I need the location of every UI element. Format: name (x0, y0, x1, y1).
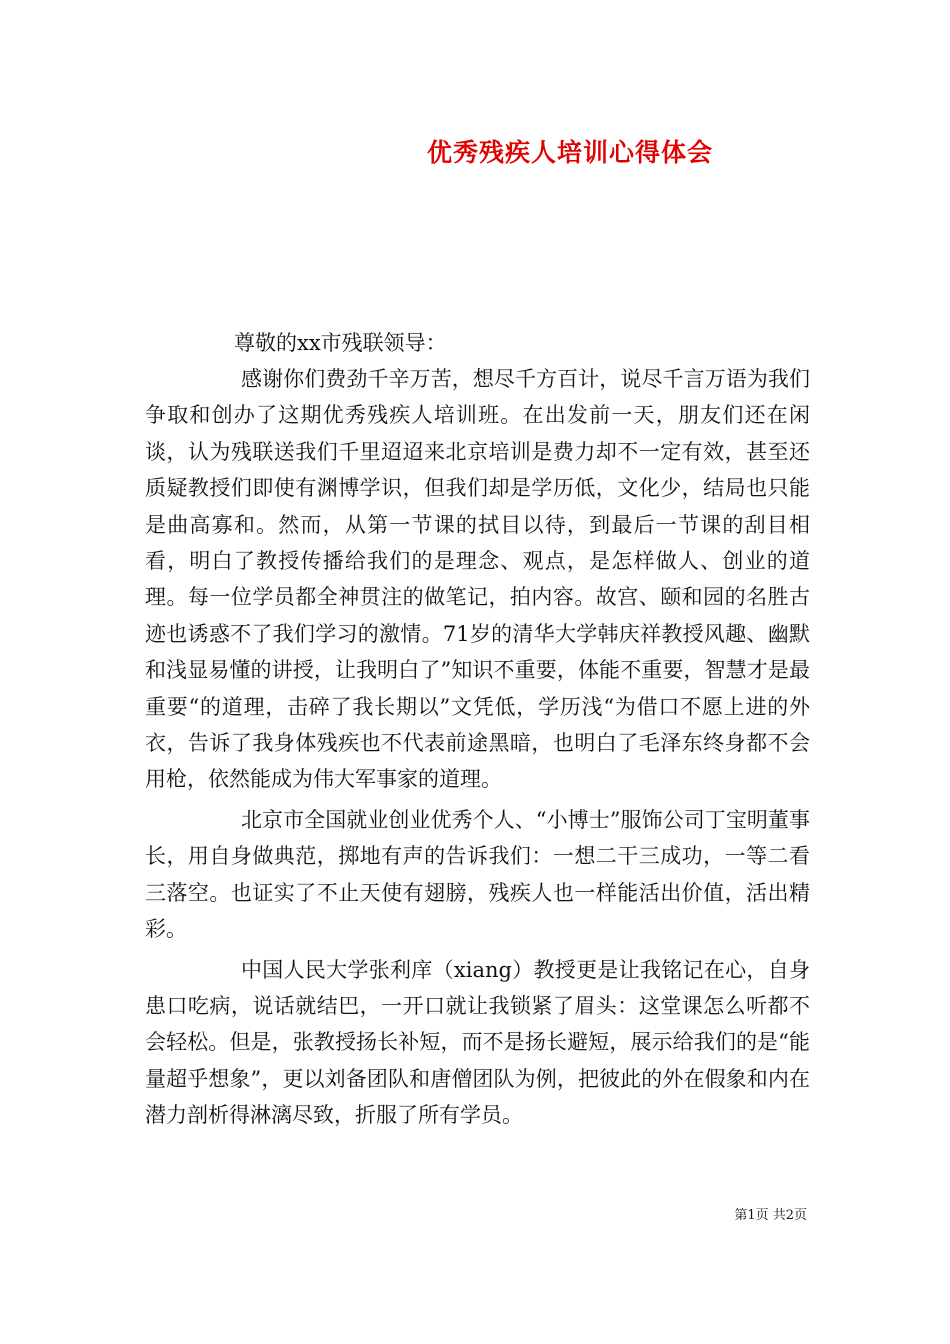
document-body (145, 361, 810, 1134)
paragraph-2: 北京市全国就业创业优秀个人、“小博士”服饰公司丁宝明董事长，用自身做典范，掷地有声的告诉我们：一想二干三成功，一等二看三落空。也证实了不止天使有翅膀，残疾人也一样能活出价值，活出精彩。 (145, 807, 810, 942)
salutation: 尊敬的xx市残联领导： (234, 331, 447, 355)
page-footer: 第1页 共2页 (734, 1208, 807, 1223)
paragraph-3: 中国人民大学张利庠（xiang）教授更是让我铭记在心，自身患口吃病，说话就结巴，一开口就让我锁紧了眉头：这堂课怎么听都不会轻松。但是，张教授扬长补短，而不是扬长避短，展示给我们的是“能量超乎想象”，更以刘备团队和唐僧团队为例，把彼此的外在假象和内在潜力剖析得淋漓尽致，折服了所有学员。 (145, 957, 810, 1128)
document-title: 优秀残疾人培训心得体会 (426, 138, 713, 167)
paragraph-1: 感谢你们费劲千辛万苦，想尽千方百计，说尽千言万语为我们争取和创办了这期优秀残疾人培训班。在出发前一天，朋友们还在闲谈，认为残联送我们千里迢迢来北京培训是费力却不一定有效，甚至还质疑教授们即使有渊博学识，但我们却是学历低，文化少，结局也只能是曲高寡和。然而，从第一节课的拭目以待，到最后一节课的刮目相看，明白了教授传播给我们的是理念、观点，是怎样做人、创业的道理。每一位学员都全神贯注的做笔记，拍内容。故宫、颐和园的名胜古迹也诱惑不了我们学习的激情。71岁的清华大学韩庆祥教授风趣、幽默和浅显易懂的讲授，让我明白了”知识不重要，体能不重要，智慧才是最重要“的道理，击碎了我长期以”文凭低，学历浅“为借口不愿上进的外衣，告诉了我身体残疾也不代表前途黑暗，也明白了毛泽东终身都不会用枪，依然能成为伟大军事家的道理。 (145, 367, 810, 792)
